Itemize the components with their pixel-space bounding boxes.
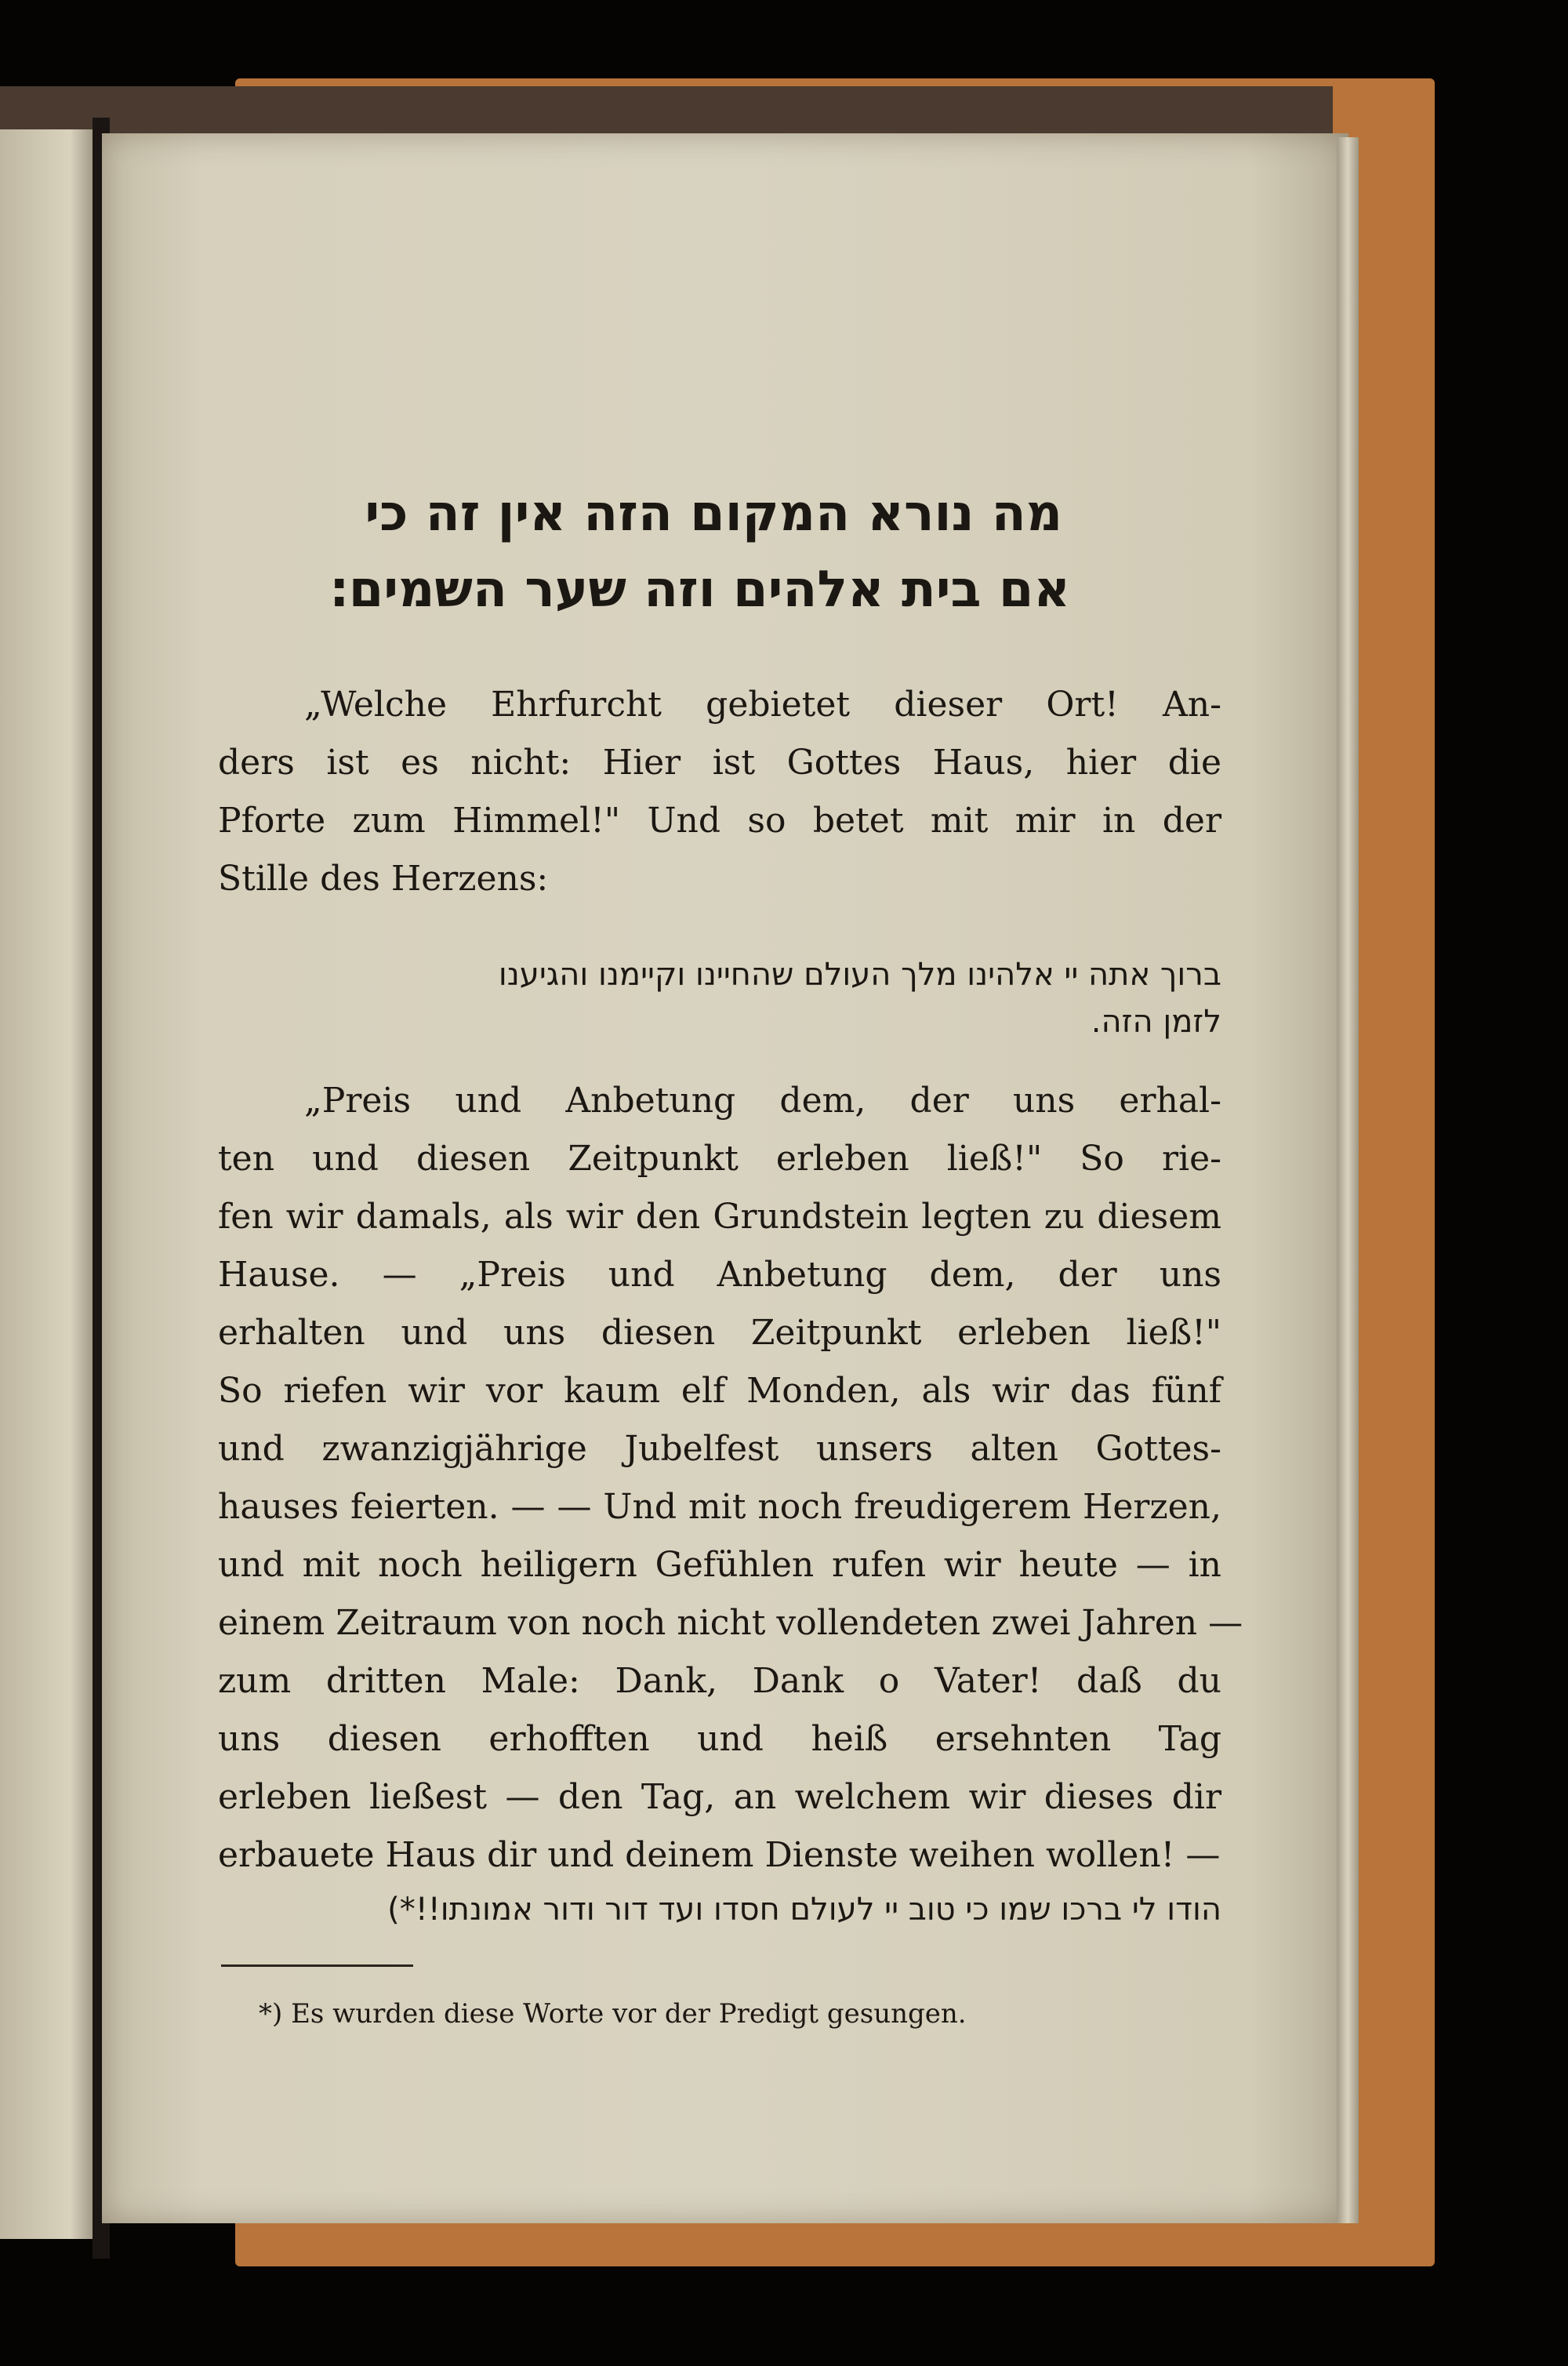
- hebrew-closing-line: הודו לי ברכו שמו כי טוב יי לעולם חסדו ועד דור ודור אמונתו!!*): [387, 1892, 1221, 1928]
- paragraph-2-line: und mit noch heiligern Gefühlen rufen wir heute — in: [218, 1545, 1221, 1585]
- hebrew-blessing-line-1: ברוך אתה יי אלהינו מלך העולם שהחיינו וקיימנו והגיענו: [498, 957, 1221, 993]
- footnote: *) Es wurden diese Worte vor der Predigt gesungen.: [259, 1998, 967, 2030]
- paragraph-1-line: Pforte zum Himmel!" Und so betet mit mir in der: [218, 801, 1221, 841]
- page-fore-edge: [1337, 137, 1359, 2223]
- paragraph-2-line: „Preis und Anbetung dem, der uns erhal-: [304, 1081, 1221, 1121]
- paragraph-2-line: einem Zeitraum von noch nicht vollendeten zwei Jahren —: [218, 1603, 1243, 1643]
- paragraph-2-line: erbauete Haus dir und deinem Dienste weihen wollen! —: [218, 1835, 1221, 1875]
- paragraph-1-line: ders ist es nicht: Hier ist Gottes Haus, hier die: [218, 743, 1221, 783]
- paragraph-2-line: hauses feierten. — — Und mit noch freudigerem Herzen,: [218, 1487, 1221, 1527]
- paragraph-1: [218, 676, 1221, 908]
- hebrew-heading-line-1: מה נורא המקום הזה אין זה כי: [365, 485, 1062, 543]
- paragraph-1-line: „Welche Ehrfurcht gebietet dieser Ort! An-: [304, 685, 1221, 725]
- paragraph-2-line: und zwanzigjährige Jubelfest unsers alten Gottes-: [218, 1429, 1221, 1469]
- facing-page-edge: [0, 129, 100, 2239]
- paragraph-2-line: uns diesen erhofften und heiß ersehnten Tag: [218, 1719, 1221, 1759]
- paragraph-2-line: fen wir damals, als wir den Grundstein legten zu diesem: [218, 1197, 1221, 1237]
- paragraph-2-line: erhalten und uns diesen Zeitpunkt erleben ließ!": [218, 1313, 1221, 1353]
- footnote-rule: [221, 1964, 413, 1967]
- hebrew-heading-line-2: אם בית אלהים וזה שער השמים׃: [329, 561, 1070, 619]
- paragraph-1-line: Stille des Herzens:: [218, 859, 549, 899]
- paragraph-2-line: erleben ließest — den Tag, an welchem wir dieses dir: [218, 1777, 1221, 1817]
- paragraph-2-line: zum dritten Male: Dank, Dank o Vater! daß du: [218, 1661, 1221, 1701]
- paragraph-2: [218, 1072, 1243, 1884]
- paragraph-2-line: So riefen wir vor kaum elf Monden, als wir das fünf: [218, 1371, 1221, 1411]
- paragraph-2-line: Hause. — „Preis und Anbetung dem, der uns: [218, 1255, 1221, 1295]
- hebrew-blessing-line-2: לזמן הזה.: [1091, 1004, 1221, 1040]
- paragraph-2-line: ten und diesen Zeitpunkt erleben ließ!" So rie-: [218, 1139, 1221, 1179]
